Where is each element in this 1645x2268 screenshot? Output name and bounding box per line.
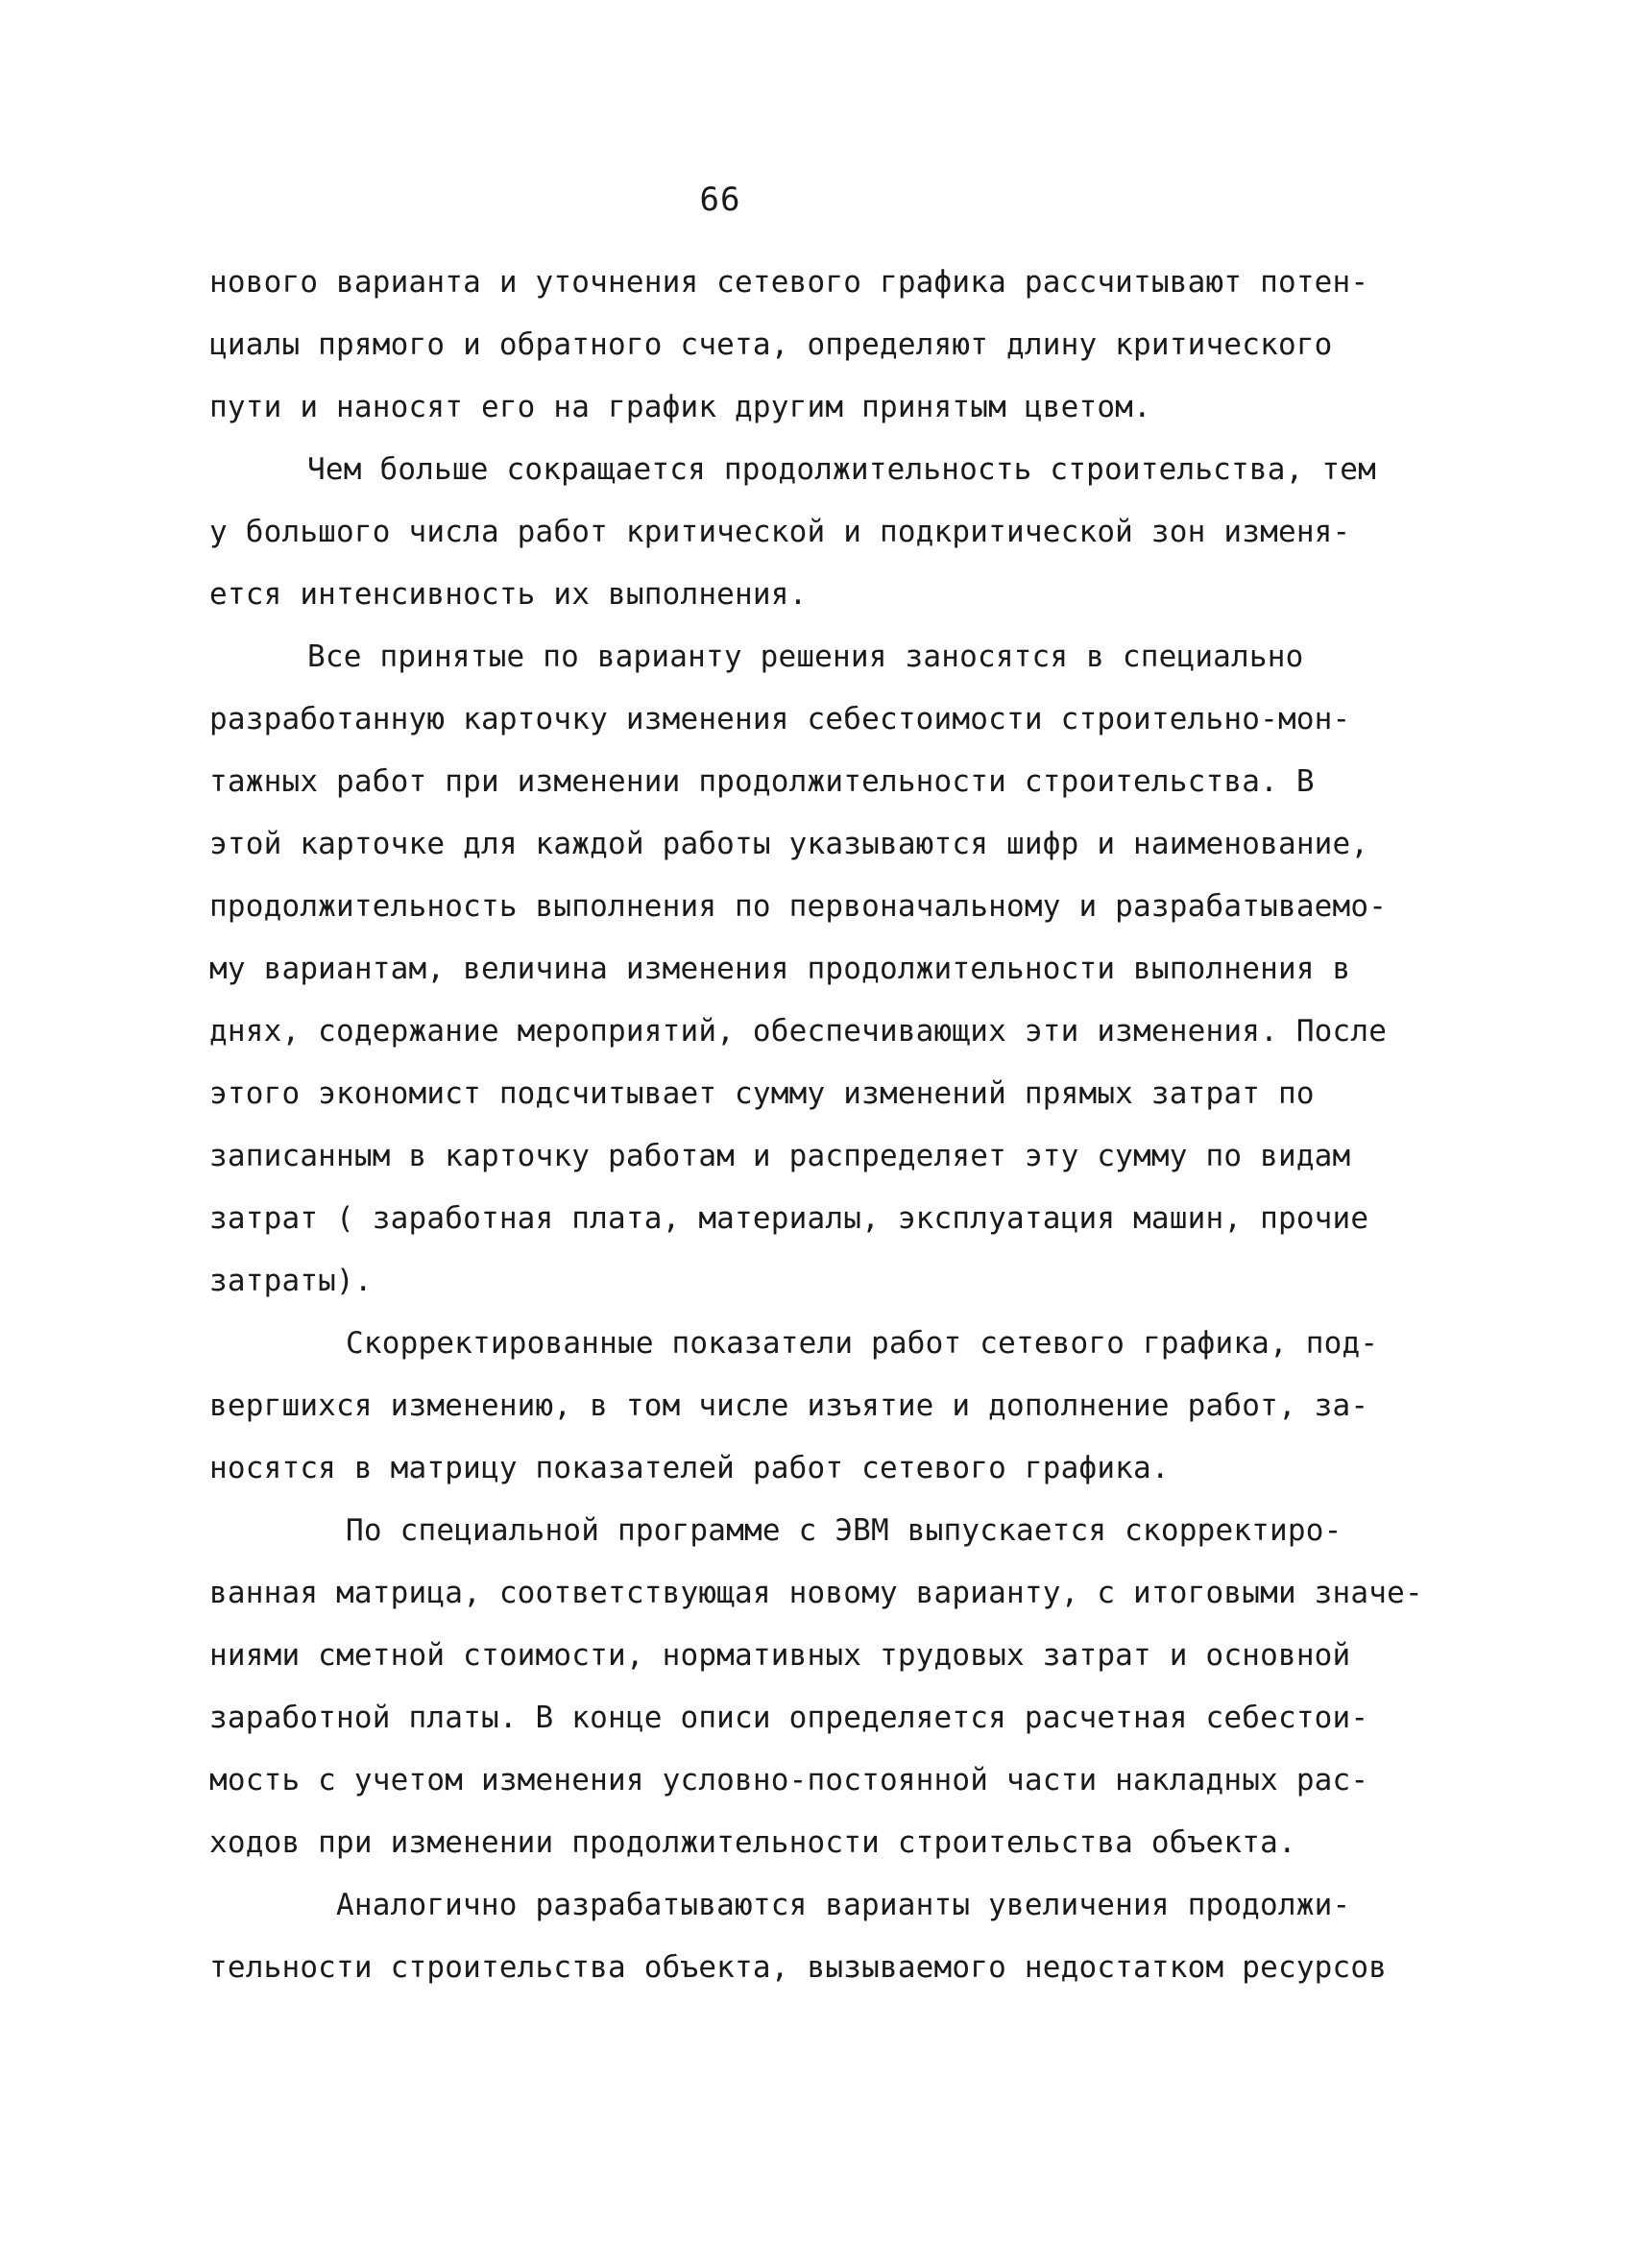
paragraph: [209, 1313, 1458, 1500]
text-line: продолжительность выполнения по первоначальному и разрабатываемо-: [209, 889, 1388, 924]
text-line: ниями сметной стоимости, нормативных трудовых затрат и основной: [209, 1638, 1351, 1673]
text-line: циалы прямого и обратного счета, определяют длину критического: [209, 327, 1333, 362]
text-line: разработанную карточку изменения себестоимости строительно-мон-: [209, 702, 1351, 736]
text-line: мость с учетом изменения условно-постоянной части накладных рас-: [209, 1763, 1369, 1798]
text-line: Чем больше сокращается продолжительность строительства, тем: [307, 452, 1376, 487]
text-line: тельности строительства объекта, вызываемого недостатком ресурсов: [209, 1950, 1388, 1985]
text-line: нового варианта и уточнения сетевого графика рассчитывают потен-: [209, 265, 1369, 300]
text-line: затрат ( заработная плата, материалы, эксплуатация машин, прочие: [209, 1201, 1369, 1236]
text-line: днях, содержание мероприятий, обеспечивающих эти изменения. После: [209, 1014, 1388, 1049]
text-line: носятся в матрицу показателей работ сетевого графика.: [209, 1451, 1170, 1485]
text-line: записанным в карточку работам и распределяет эту сумму по видам: [209, 1139, 1351, 1173]
paragraph: [209, 439, 1458, 626]
text-line: ванная матрица, соответствующая новому варианту, с итоговыми значе-: [209, 1576, 1423, 1610]
text-line: По специальной программе с ЭВМ выпускается скорректиро-: [346, 1513, 1343, 1548]
text-line: Все принятые по варианту решения заносятся в специально: [307, 639, 1304, 674]
page-number: 66: [699, 181, 741, 219]
body-text: [209, 252, 1458, 1999]
text-line: ется интенсивность их выполнения.: [209, 577, 808, 612]
text-line: вергшихся изменению, в том числе изъятие и дополнение работ, за-: [209, 1388, 1369, 1423]
text-line: пути и наносят его на график другим принятым цветом.: [209, 390, 1151, 424]
paragraph: [209, 1874, 1458, 1999]
paragraph: [209, 252, 1458, 439]
paragraph: [209, 1500, 1458, 1874]
text-line: у большого числа работ критической и подкритической зон изменя-: [209, 515, 1351, 549]
text-line: этого экономист подсчитывает сумму изменений прямых затрат по: [209, 1076, 1315, 1111]
text-line: затраты).: [209, 1264, 373, 1298]
text-line: Скорректированные показатели работ сетевого графика, под-: [346, 1326, 1379, 1361]
text-line: ходов при изменении продолжительности строительства объекта.: [209, 1825, 1296, 1860]
text-line: Аналогично разрабатываются варианты увеличения продолжи-: [336, 1888, 1351, 1922]
text-line: заработной платы. В конце описи определяется расчетная себестои-: [209, 1701, 1369, 1735]
text-line: этой карточке для каждой работы указываются шифр и наименование,: [209, 827, 1369, 861]
paragraph: [209, 626, 1458, 1313]
text-line: му вариантам, величина изменения продолжительности выполнения в: [209, 952, 1351, 986]
text-line: тажных работ при изменении продолжительности строительства. В: [209, 764, 1315, 799]
